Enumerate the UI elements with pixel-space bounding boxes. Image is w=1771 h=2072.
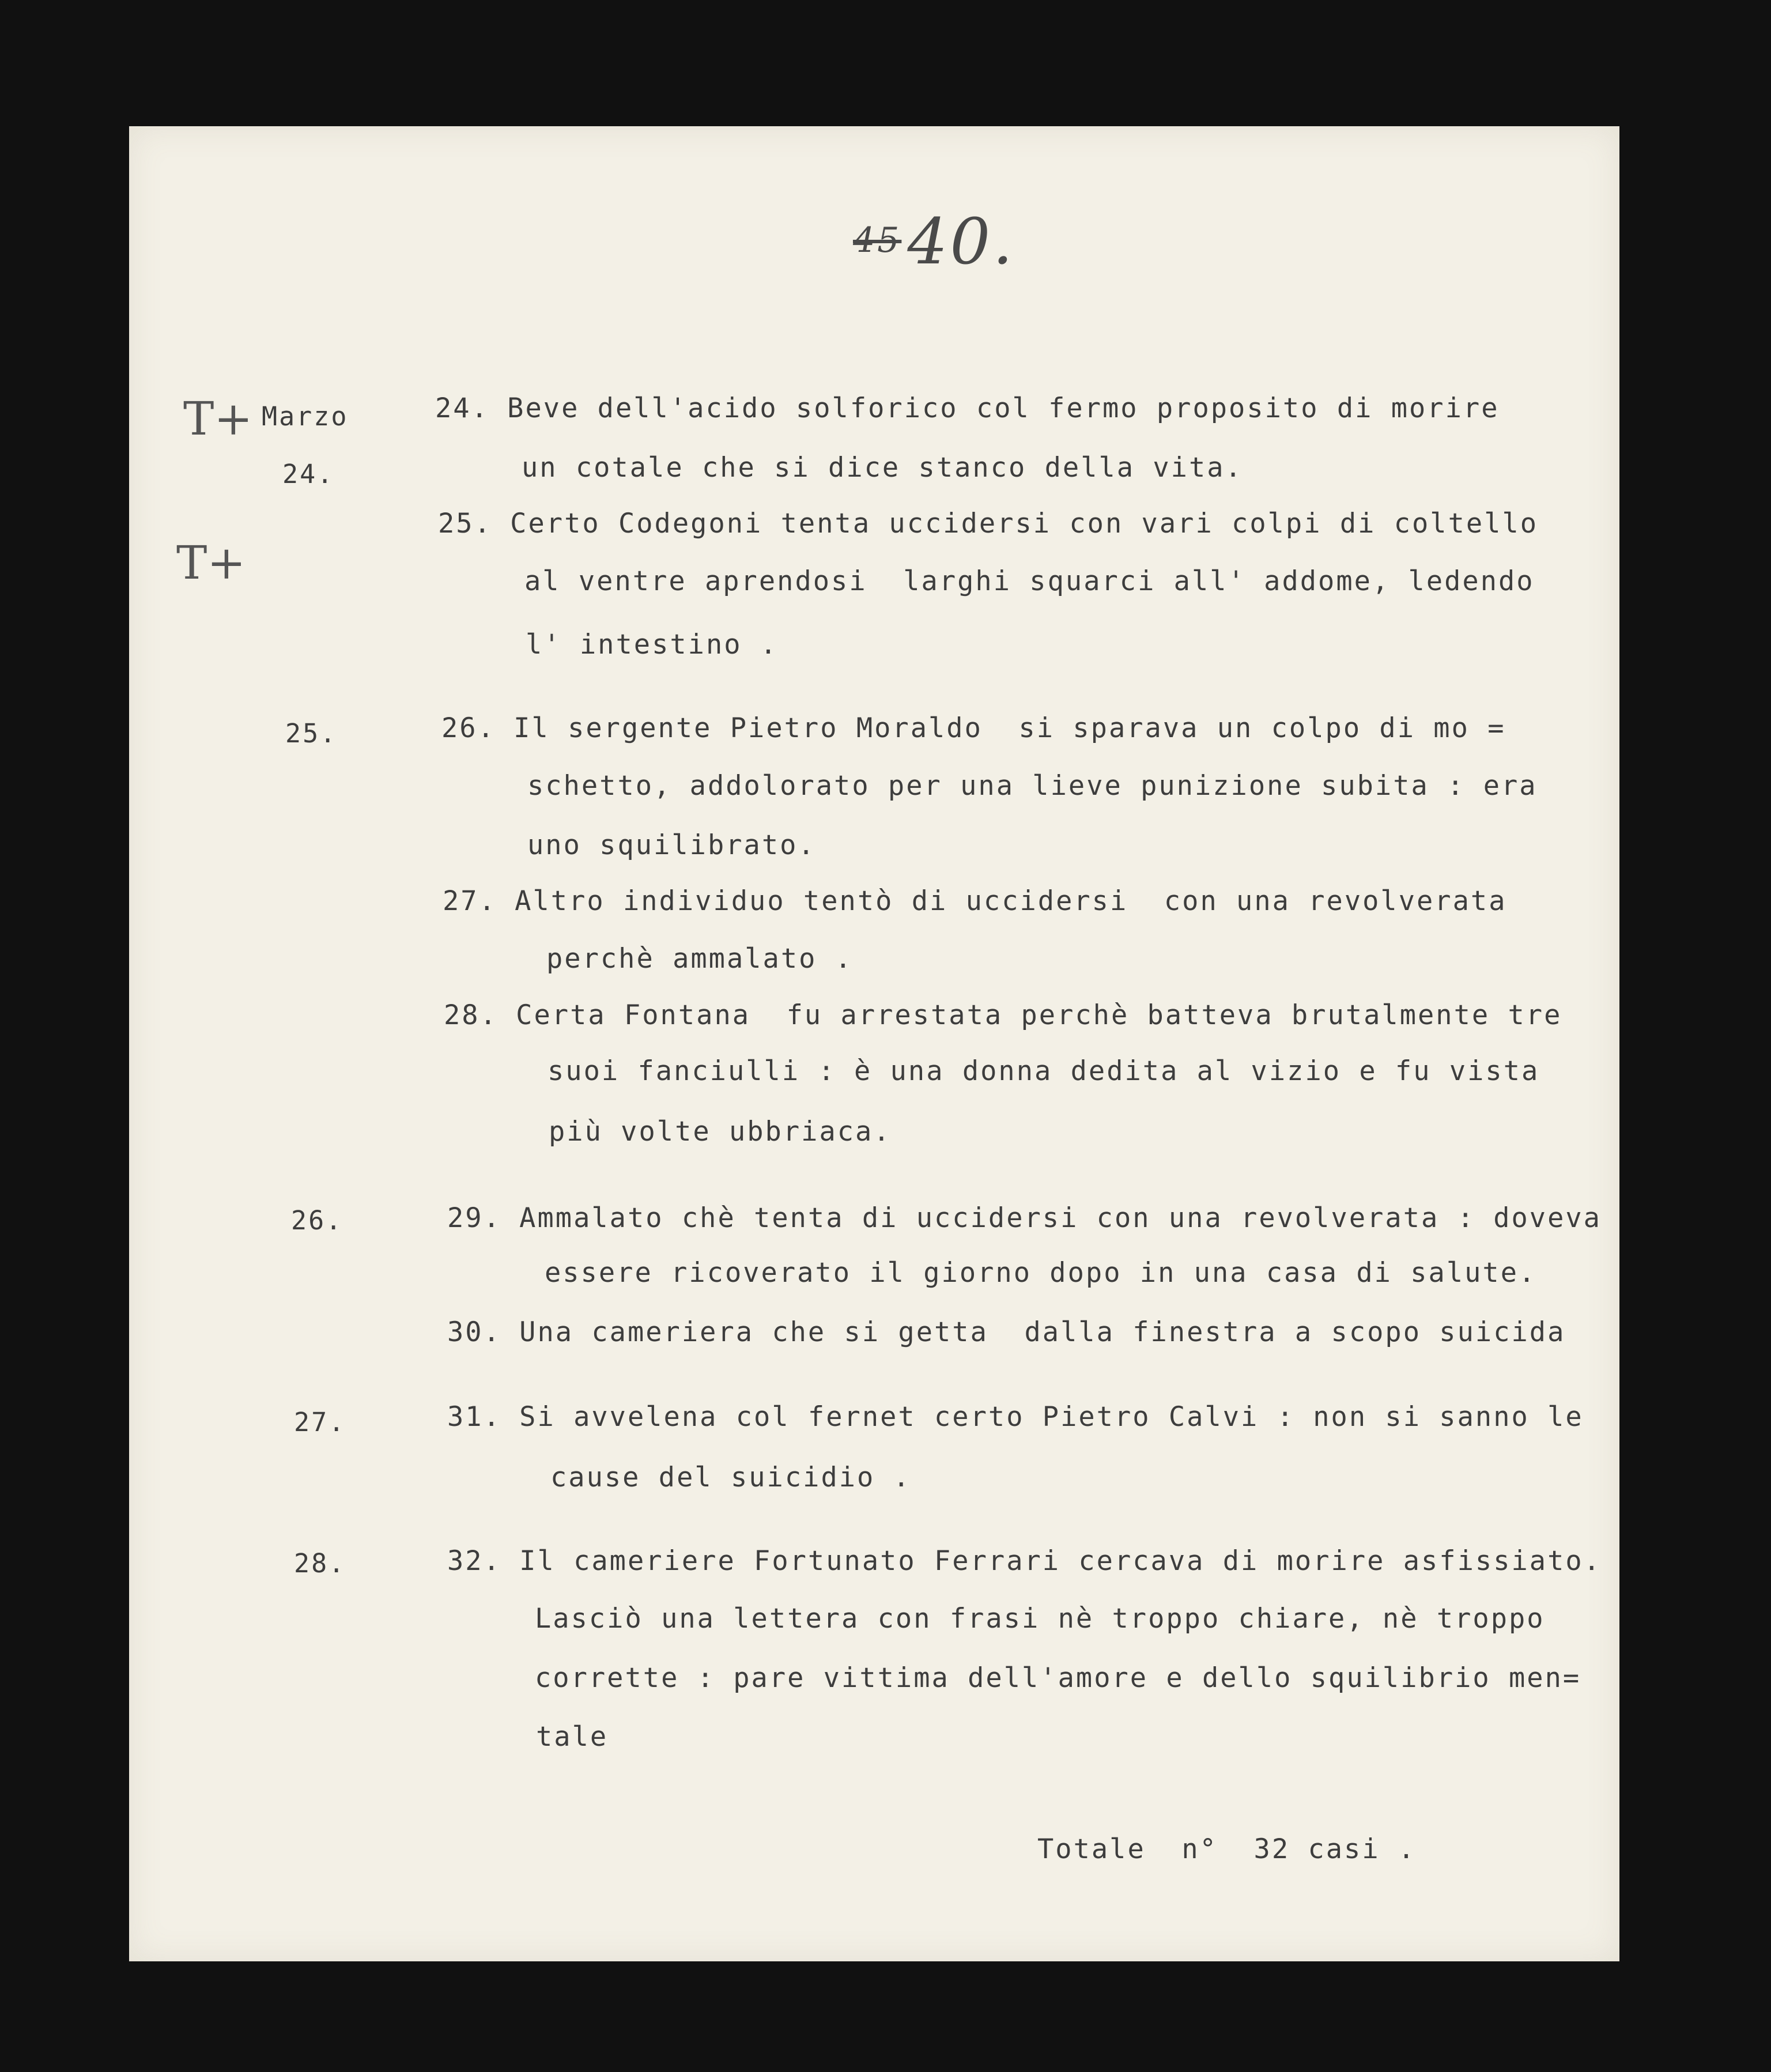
entry-line: al ventre aprendosi larghi squarci all' addome, ledendo: [524, 565, 1535, 597]
entry-line: 25. Certo Codegoni tenta uccidersi con vari colpi di coltello: [438, 508, 1539, 539]
entry-line: 31. Si avvelena col fernet certo Pietro Calvi : non si sanno le: [447, 1401, 1584, 1433]
date-label: 25.: [285, 718, 338, 749]
entry-line: 32. Il cameriere Fortunato Ferrari cercava di morire asfissiato.: [447, 1545, 1602, 1577]
month-label: Marzo: [262, 401, 349, 432]
total-line: Totale n° 32 casi .: [1037, 1833, 1417, 1865]
entry-line: Lasciò una lettera con frasi nè troppo chiare, nè troppo: [535, 1603, 1545, 1635]
entry-line: l' intestino .: [526, 629, 779, 661]
entry-line: 24. Beve dell'acido solforico col fermo proposito di morire: [435, 392, 1500, 424]
entry-line: 26. Il sergente Pietro Moraldo si sparava un colpo di mo =: [441, 712, 1506, 744]
date-label: 28.: [294, 1548, 346, 1579]
date-label: 24.: [282, 459, 335, 489]
entry-line: suoi fanciulli : è una donna dedita al vizio e fu vista: [547, 1055, 1540, 1087]
page-number-text: 40.: [907, 205, 1015, 278]
entry-line: 28. Certa Fontana fu arrestata perchè batteva brutalmente tre: [444, 999, 1562, 1031]
date-label: 27.: [294, 1407, 346, 1437]
entry-line: cause del suicidio .: [550, 1462, 911, 1493]
entry-line: uno squilibrato.: [527, 829, 816, 861]
margin-annotation: T+: [183, 392, 253, 446]
date-label: 26.: [291, 1205, 343, 1236]
entry-line: un cotale che si dice stanco della vita.: [522, 452, 1243, 484]
entry-line: 27. Altro individuo tentò di uccidersi con una revolverata: [443, 885, 1507, 917]
entry-line: perchè ammalato .: [546, 943, 854, 975]
entry-line: più volte ubbriaca.: [549, 1116, 892, 1148]
entry-line: tale: [536, 1721, 609, 1753]
entry-line: essere ricoverato il giorno dopo in una casa di salute.: [545, 1257, 1537, 1289]
entry-line: 30. Una cameriera che si getta dalla finestra a scopo suicida: [447, 1316, 1566, 1348]
entry-line: schetto, addolorato per una lieve punizione subita : era: [527, 770, 1538, 802]
page-number: [853, 205, 1015, 278]
margin-annotation: T+: [176, 536, 246, 590]
struck-page-number: 45: [853, 220, 902, 261]
entry-line: corrette : pare vittima dell'amore e dello squilibrio men=: [535, 1662, 1581, 1694]
entry-line: 29. Ammalato chè tenta di uccidersi con una revolverata : doveva: [447, 1202, 1602, 1234]
